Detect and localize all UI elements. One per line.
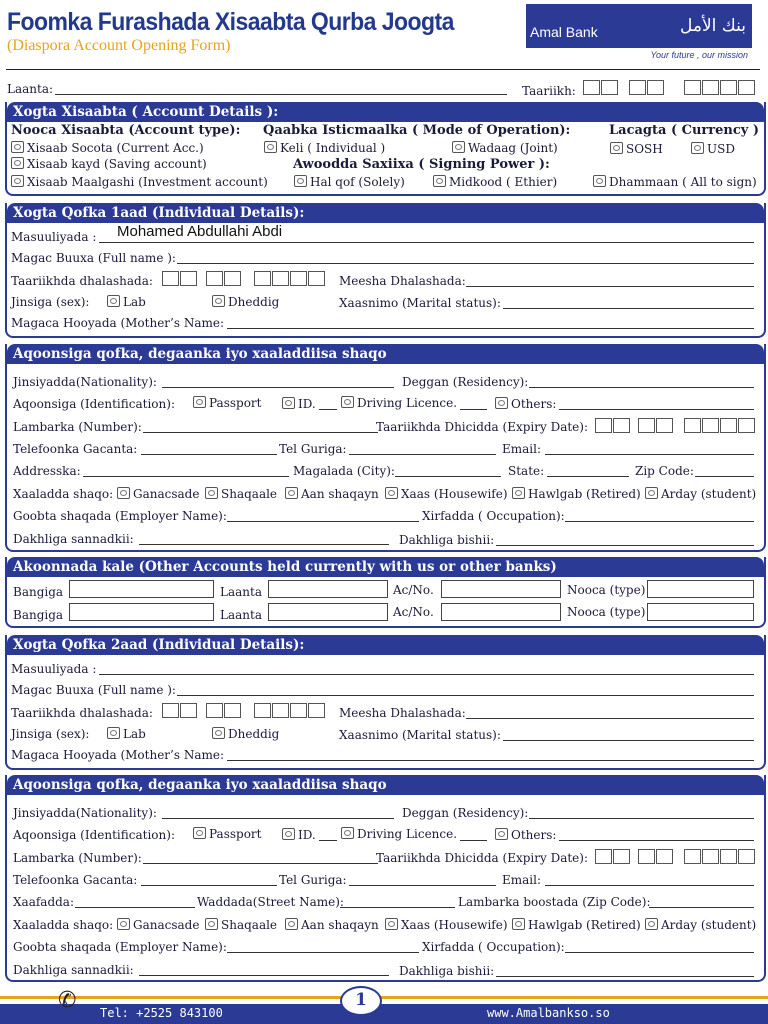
date-box[interactable] bbox=[162, 271, 179, 286]
section-heading: Xogta Xisaabta ( Account Details ): bbox=[13, 104, 279, 120]
logo-tagline: Your future , our mission bbox=[650, 50, 748, 60]
expiry-label: Taariikhda Dhicidda (Expiry Date): bbox=[376, 851, 589, 865]
option-retired[interactable]: Hawlgab (Retired) bbox=[512, 487, 641, 501]
radio-icon bbox=[610, 142, 623, 154]
option-individual[interactable]: Keli ( Individual ) bbox=[264, 141, 385, 155]
acno-label: Ac/No. bbox=[393, 605, 434, 619]
masuuliyada-field[interactable] bbox=[99, 674, 754, 675]
date-box[interactable] bbox=[272, 271, 289, 286]
radio-icon bbox=[285, 487, 298, 499]
page-number: 1 bbox=[340, 986, 382, 1016]
type-input[interactable] bbox=[647, 580, 754, 598]
id-underline bbox=[319, 409, 337, 410]
date-box[interactable] bbox=[738, 418, 755, 433]
zip-label: Zip Code: bbox=[635, 464, 694, 478]
individual1-section bbox=[5, 203, 766, 338]
id-underline bbox=[319, 840, 337, 841]
option-others[interactable]: Others: bbox=[495, 397, 556, 411]
acno-label: Ac/No. bbox=[393, 583, 434, 597]
licence-underline bbox=[460, 840, 487, 841]
residency-label: Deggan (Residency): bbox=[402, 375, 529, 389]
address-label: Addresska: bbox=[13, 464, 81, 478]
section-heading: Xogta Qofka 2aad (Individual Details): bbox=[13, 637, 305, 653]
date-box[interactable] bbox=[595, 849, 612, 864]
option-saving[interactable]: Xisaab kayd (Saving account) bbox=[11, 157, 207, 171]
number-label: Lambarka (Number): bbox=[13, 851, 142, 865]
occupation-field[interactable] bbox=[565, 521, 754, 522]
option-joint[interactable]: Wadaag (Joint) bbox=[452, 141, 558, 155]
employer-label: Goobta shaqada (Employer Name): bbox=[13, 940, 227, 954]
radio-icon bbox=[433, 175, 446, 187]
option-retired[interactable]: Hawlgab (Retired) bbox=[512, 918, 641, 932]
laanta-label: Laanta: bbox=[7, 82, 54, 96]
radio-icon bbox=[645, 487, 658, 499]
radio-icon bbox=[285, 918, 298, 930]
option-solely[interactable]: Hal qof (Solely) bbox=[294, 175, 405, 189]
form-title: Foomka Furashada Xisaabta Qurba Joogta bbox=[7, 8, 454, 36]
mode-label: Qaabka Isticmaalka ( Mode of Operation): bbox=[263, 123, 571, 138]
account-type-label: Nooca Xisaabta (Account type): bbox=[11, 123, 241, 138]
identification2-section bbox=[5, 775, 766, 982]
fullname-label: Magac Buuxa (Full name ): bbox=[11, 683, 176, 697]
home-field[interactable] bbox=[349, 454, 496, 455]
option-female[interactable]: Dheddig bbox=[212, 727, 279, 741]
monthly-label: Dakhliga bishii: bbox=[399, 964, 495, 978]
date-box[interactable] bbox=[720, 80, 737, 95]
acno-input[interactable] bbox=[441, 580, 561, 598]
income-field[interactable] bbox=[139, 975, 389, 976]
postcode-label: Lambarka boostada (Zip Code): bbox=[458, 895, 651, 909]
pob-field[interactable] bbox=[466, 718, 754, 719]
radio-icon bbox=[385, 487, 398, 499]
date-box[interactable] bbox=[738, 849, 755, 864]
radio-icon bbox=[385, 918, 398, 930]
employer-field[interactable] bbox=[227, 952, 419, 953]
form-subtitle: (Diaspora Account Opening Form) bbox=[7, 37, 231, 54]
acno-input[interactable] bbox=[441, 603, 561, 621]
monthly-label: Dakhliga bishii: bbox=[399, 533, 495, 547]
xaafadda-label: Xaafadda: bbox=[13, 895, 75, 909]
marital-field[interactable] bbox=[503, 740, 754, 741]
city-field[interactable] bbox=[395, 476, 501, 477]
employer-field[interactable] bbox=[227, 521, 419, 522]
expiry-label: Taariikhda Dhicidda (Expiry Date): bbox=[376, 420, 589, 434]
type-input[interactable] bbox=[647, 603, 754, 621]
branch-input[interactable] bbox=[268, 580, 388, 598]
option-student[interactable]: Arday (student) bbox=[645, 918, 756, 932]
date-box[interactable] bbox=[180, 703, 197, 718]
mobile-field[interactable] bbox=[141, 885, 277, 886]
radio-icon bbox=[11, 175, 24, 187]
date-box[interactable] bbox=[601, 80, 618, 95]
option-housewife[interactable]: Xaas (Housewife) bbox=[385, 487, 508, 501]
date-box[interactable] bbox=[720, 849, 737, 864]
occupation-label: Xirfadda ( Occupation): bbox=[422, 509, 565, 523]
pob-label: Meesha Dhalashada: bbox=[339, 274, 466, 288]
radio-icon bbox=[117, 487, 130, 499]
date-box[interactable] bbox=[656, 418, 673, 433]
radio-icon bbox=[264, 141, 277, 153]
date-box[interactable] bbox=[613, 418, 630, 433]
option-employed[interactable]: Ganacsade bbox=[117, 918, 199, 932]
employer-label: Goobta shaqada (Employer Name): bbox=[13, 509, 227, 523]
section-heading: Akoonnada kale (Other Accounts held currently with us or other banks) bbox=[13, 559, 557, 575]
income-label: Dakhliga sannadkii: bbox=[13, 963, 134, 977]
section-heading: Xogta Qofka 1aad (Individual Details): bbox=[13, 205, 305, 221]
date-box[interactable] bbox=[595, 418, 612, 433]
option-male[interactable]: Lab bbox=[107, 727, 146, 741]
home-field[interactable] bbox=[349, 885, 496, 886]
option-current[interactable]: Xisaab Socota (Current Acc.) bbox=[11, 141, 204, 155]
residency-label: Deggan (Residency): bbox=[402, 806, 529, 820]
marital-label: Xaasnimo (Marital status): bbox=[339, 296, 501, 310]
date-box[interactable] bbox=[684, 80, 701, 95]
job-label: Xaaladda shaqo: bbox=[13, 487, 114, 501]
radio-icon bbox=[193, 827, 206, 839]
marital-label: Xaasnimo (Marital status): bbox=[339, 728, 501, 742]
option-investment[interactable]: Xisaab Maalgashi (Investment account) bbox=[11, 175, 268, 189]
mobile-field[interactable] bbox=[141, 454, 277, 455]
radio-icon bbox=[282, 828, 295, 840]
section-heading: Aqoonsiga qofka, degaanka iyo xaaladdiisa shaqo bbox=[13, 777, 387, 793]
bank-input[interactable] bbox=[69, 580, 214, 598]
option-housewife[interactable]: Xaas (Housewife) bbox=[385, 918, 508, 932]
date-box[interactable] bbox=[224, 703, 241, 718]
radio-icon bbox=[495, 828, 508, 840]
option-employed[interactable]: Ganacsade bbox=[117, 487, 199, 501]
masuuliyada-value[interactable]: Mohamed Abdullahi Abdi bbox=[117, 223, 283, 240]
option-unemployed[interactable]: Aan shaqayn bbox=[285, 487, 379, 501]
date-box[interactable] bbox=[720, 418, 737, 433]
date-box[interactable] bbox=[162, 703, 179, 718]
mother-field[interactable] bbox=[227, 328, 754, 329]
radio-icon bbox=[495, 397, 508, 409]
branch-label: Laanta bbox=[220, 585, 262, 599]
pob-field[interactable] bbox=[466, 286, 754, 287]
zip-field[interactable] bbox=[695, 476, 754, 477]
masuuliyada-field[interactable] bbox=[99, 242, 754, 243]
footer-accent-line bbox=[0, 996, 768, 999]
branch-label: Laanta bbox=[220, 608, 262, 622]
option-either[interactable]: Midkood ( Ethier) bbox=[433, 175, 557, 189]
option-sosh[interactable]: SOSH bbox=[610, 142, 663, 156]
bank-label: Bangiga bbox=[13, 585, 64, 599]
option-student[interactable]: Arday (student) bbox=[645, 487, 756, 501]
fullname-label: Magac Buuxa (Full name ): bbox=[11, 251, 176, 265]
option-id[interactable]: ID. bbox=[282, 397, 316, 411]
laanta-field[interactable] bbox=[55, 94, 507, 95]
radio-icon bbox=[193, 396, 206, 408]
number-field[interactable] bbox=[143, 863, 378, 864]
xaafadda-field[interactable] bbox=[75, 907, 195, 908]
nationality-field[interactable] bbox=[162, 387, 394, 388]
income-label: Dakhliga sannadkii: bbox=[13, 532, 134, 546]
address-field[interactable] bbox=[83, 476, 289, 477]
radio-icon bbox=[11, 157, 24, 169]
radio-icon bbox=[294, 175, 307, 187]
dob-label: Taariikhda dhalashada: bbox=[11, 274, 153, 288]
identification1-section bbox=[5, 344, 766, 552]
option-worker[interactable]: Shaqaale bbox=[205, 487, 277, 501]
date-box[interactable] bbox=[272, 703, 289, 718]
option-others[interactable]: Others: bbox=[495, 828, 556, 842]
occupation-label: Xirfadda ( Occupation): bbox=[422, 940, 565, 954]
date-box[interactable] bbox=[702, 418, 719, 433]
radio-icon bbox=[205, 918, 218, 930]
footer-website[interactable]: www.Amalbankso.so bbox=[487, 1006, 610, 1020]
option-female[interactable]: Dheddig bbox=[212, 295, 279, 309]
taariikh-label: Taariikh: bbox=[522, 84, 576, 98]
city-label: Magalada (City): bbox=[293, 464, 395, 478]
residency-field[interactable] bbox=[529, 818, 754, 819]
street-label: Waddada(Street Name): bbox=[197, 895, 344, 909]
logo-text-ar: بنك الأمل bbox=[680, 16, 746, 36]
radio-icon bbox=[212, 727, 225, 739]
fullname-field[interactable] bbox=[177, 263, 754, 264]
date-box[interactable] bbox=[629, 80, 646, 95]
income-field[interactable] bbox=[139, 544, 389, 545]
nationality-field[interactable] bbox=[162, 818, 394, 819]
date-box[interactable] bbox=[180, 271, 197, 286]
option-all[interactable]: Dhammaan ( All to sign) bbox=[593, 175, 757, 189]
radio-icon bbox=[11, 141, 24, 153]
radio-icon bbox=[341, 396, 354, 408]
mother-label: Magaca Hooyada (Mother’s Name: bbox=[11, 748, 225, 762]
other-accounts-section bbox=[5, 557, 766, 628]
radio-icon bbox=[117, 918, 130, 930]
monthly-field[interactable] bbox=[496, 976, 754, 977]
option-unemployed[interactable]: Aan shaqayn bbox=[285, 918, 379, 932]
option-licence[interactable]: Driving Licence. bbox=[341, 827, 457, 841]
radio-icon bbox=[282, 397, 295, 409]
date-box[interactable] bbox=[224, 271, 241, 286]
date-box[interactable] bbox=[254, 271, 271, 286]
mobile-label: Telefoonka Gacanta: bbox=[13, 442, 138, 456]
home-label: Tel Guriga: bbox=[279, 873, 347, 887]
option-male[interactable]: Lab bbox=[107, 295, 146, 309]
state-label: State: bbox=[508, 464, 545, 478]
nationality-label: Jinsiyadda(Nationality): bbox=[13, 806, 157, 820]
radio-icon bbox=[107, 295, 120, 307]
street-field[interactable] bbox=[340, 907, 455, 908]
bank-logo bbox=[526, 4, 752, 61]
logo-text-en: Amal Bank bbox=[530, 24, 598, 40]
date-box[interactable] bbox=[254, 703, 271, 718]
radio-icon bbox=[512, 487, 525, 499]
sex-label: Jinsiga (sex): bbox=[11, 295, 90, 309]
masuuliyada-label: Masuuliyada : bbox=[11, 230, 97, 244]
header-divider bbox=[6, 69, 760, 70]
section-heading: Aqoonsiga qofka, degaanka iyo xaaladdiisa shaqo bbox=[13, 346, 387, 362]
option-passport[interactable]: Passport bbox=[193, 396, 261, 410]
date-box[interactable] bbox=[206, 703, 223, 718]
radio-icon bbox=[205, 487, 218, 499]
footer-tel: Tel: +2525 843100 bbox=[100, 1006, 223, 1020]
date-box[interactable] bbox=[702, 80, 719, 95]
identification-label: Aqoonsiga (Identification): bbox=[13, 828, 175, 842]
option-usd[interactable]: USD bbox=[691, 142, 735, 156]
radio-icon bbox=[593, 175, 606, 187]
signing-label: Awoodda Saxiixa ( Signing Power ): bbox=[293, 157, 550, 172]
currency-label: Lacagta ( Currency ) bbox=[609, 123, 759, 138]
radio-icon bbox=[512, 918, 525, 930]
option-passport[interactable]: Passport bbox=[193, 827, 261, 841]
marital-field[interactable] bbox=[503, 308, 754, 309]
date-box[interactable] bbox=[290, 271, 307, 286]
mother-field[interactable] bbox=[227, 760, 754, 761]
job-label: Xaaladda shaqo: bbox=[13, 918, 114, 932]
radio-icon bbox=[341, 827, 354, 839]
mother-label: Magaca Hooyada (Mother’s Name: bbox=[11, 316, 225, 330]
postcode-field[interactable] bbox=[649, 907, 754, 908]
date-box[interactable] bbox=[583, 80, 600, 95]
individual2-section bbox=[5, 635, 766, 770]
radio-icon bbox=[452, 141, 465, 153]
number-label: Lambarka (Number): bbox=[13, 420, 142, 434]
occupation-field[interactable] bbox=[565, 952, 754, 953]
dob-label: Taariikhda dhalashada: bbox=[11, 706, 153, 720]
date-box[interactable] bbox=[656, 849, 673, 864]
radio-icon bbox=[212, 295, 225, 307]
option-licence[interactable]: Driving Licence. bbox=[341, 396, 457, 410]
residency-field[interactable] bbox=[529, 387, 754, 388]
date-box[interactable] bbox=[684, 418, 701, 433]
pob-label: Meesha Dhalashada: bbox=[339, 706, 466, 720]
email-label: Email: bbox=[502, 442, 542, 456]
date-box[interactable] bbox=[308, 703, 325, 718]
date-box[interactable] bbox=[738, 80, 755, 95]
email-field[interactable] bbox=[545, 885, 754, 886]
email-field[interactable] bbox=[545, 454, 754, 455]
masuuliyada-label: Masuuliyada : bbox=[11, 662, 97, 676]
bank-label: Bangiga bbox=[13, 608, 64, 622]
sex-label: Jinsiga (sex): bbox=[11, 727, 90, 741]
date-box[interactable] bbox=[638, 418, 655, 433]
monthly-field[interactable] bbox=[496, 545, 754, 546]
date-box[interactable] bbox=[290, 703, 307, 718]
state-field[interactable] bbox=[547, 476, 629, 477]
mobile-label: Telefoonka Gacanta: bbox=[13, 873, 138, 887]
home-label: Tel Guriga: bbox=[279, 442, 347, 456]
date-box[interactable] bbox=[702, 849, 719, 864]
bank-input[interactable] bbox=[69, 603, 214, 621]
email-label: Email: bbox=[502, 873, 542, 887]
phone-icon: ✆ bbox=[58, 988, 77, 1013]
account-details-section bbox=[5, 102, 766, 196]
fullname-field[interactable] bbox=[177, 695, 754, 696]
type-label: Nooca (type) bbox=[567, 583, 646, 597]
radio-icon bbox=[645, 918, 658, 930]
type-label: Nooca (type) bbox=[567, 605, 646, 619]
others-field[interactable] bbox=[559, 409, 754, 410]
date-box[interactable] bbox=[613, 849, 630, 864]
date-box[interactable] bbox=[684, 849, 701, 864]
identification-label: Aqoonsiga (Identification): bbox=[13, 397, 175, 411]
branch-input[interactable] bbox=[268, 603, 388, 621]
date-box[interactable] bbox=[638, 849, 655, 864]
licence-underline bbox=[460, 409, 487, 410]
radio-icon bbox=[691, 142, 704, 154]
option-worker[interactable]: Shaqaale bbox=[205, 918, 277, 932]
date-box[interactable] bbox=[206, 271, 223, 286]
option-id[interactable]: ID. bbox=[282, 828, 316, 842]
nationality-label: Jinsiyadda(Nationality): bbox=[13, 375, 157, 389]
date-box[interactable] bbox=[647, 80, 664, 95]
others-field[interactable] bbox=[559, 840, 754, 841]
radio-icon bbox=[107, 727, 120, 739]
number-field[interactable] bbox=[143, 432, 378, 433]
date-box[interactable] bbox=[308, 271, 325, 286]
